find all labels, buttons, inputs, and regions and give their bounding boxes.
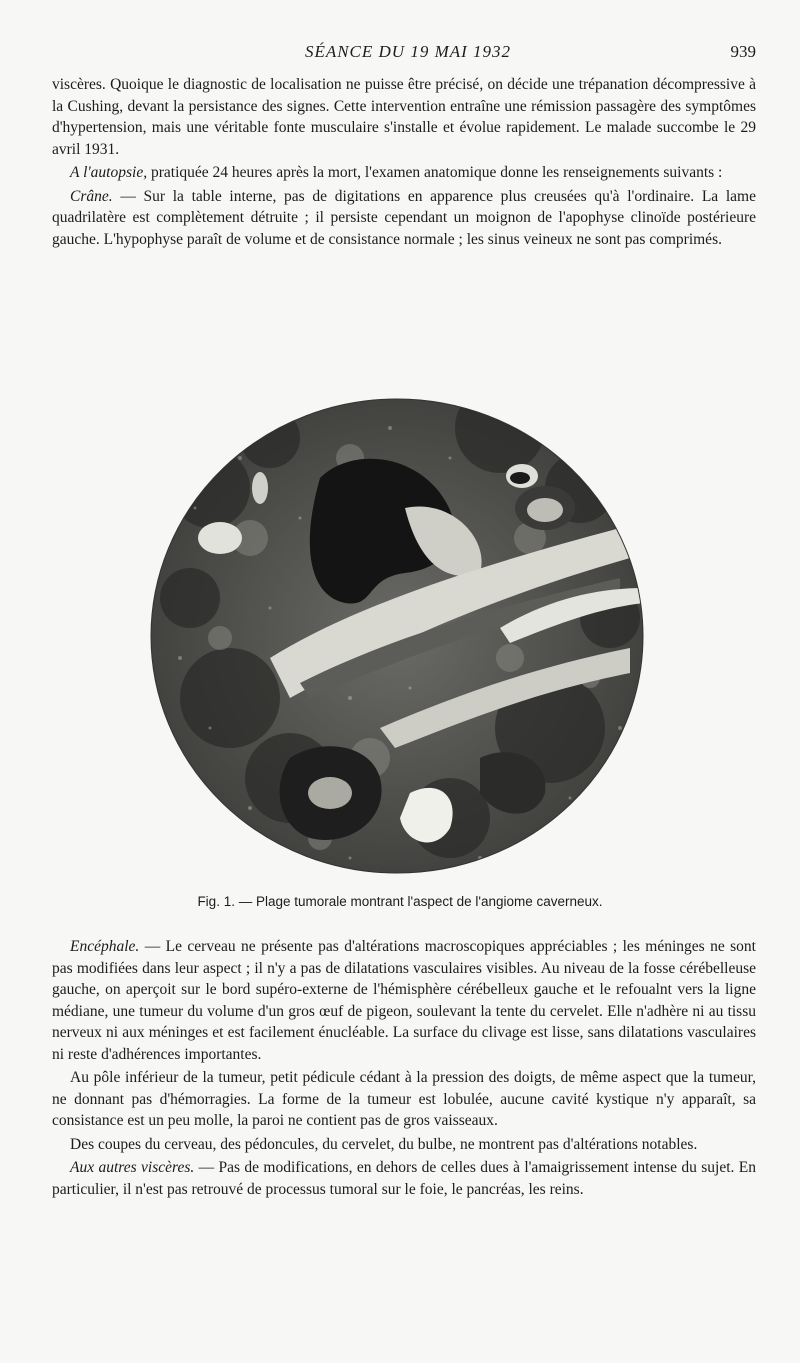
caption-label: Fig. 1.	[197, 894, 235, 909]
text-block-top	[52, 74, 756, 252]
caption-text: — Plage tumorale montrant l'aspect de l'angiome caverneux.	[234, 894, 603, 909]
text-block-bottom	[52, 936, 756, 1202]
paragraph-encephalon	[52, 936, 756, 1065]
paragraph-autopsy	[52, 162, 756, 184]
paragraph-lower-pole: Au pôle inférieur de la tumeur, petit pédicule cédant à la pression des doigts, de même aspect que la tumeur, ne donnant pas d'hémorragies. La forme de la tumeur est lobulée, aucune cavité kystique n'y apparaît, sa consistance est un peu molle, la paroi ne contient pas de gros vaisseaux.	[52, 1069, 756, 1129]
micrograph-figure	[150, 398, 644, 874]
paragraph-sections: Des coupes du cerveau, des pédoncules, du cervelet, du bulbe, ne montrent pas d'altérations notables.	[70, 1135, 698, 1153]
autopsy-lead: A l'autopsie,	[70, 164, 148, 181]
skull-lead: Crâne.	[70, 187, 113, 205]
running-head: SÉANCE DU 19 MAI 1932	[304, 42, 512, 61]
figure-caption	[0, 894, 800, 909]
viscera-body: — Pas de modifications, en dehors de celles dues à l'amaigrissement intense du sujet. En particulier, il n'est pas retrouvé de processus tumoral sur le foie, le pancréas, les reins.	[52, 1159, 756, 1198]
encephalon-body: — Le cerveau ne présente pas d'altérations macroscopiques appréciables ; les méninges ne sont pas modifiées dans leur aspect ; il n'y a pas de dilatations vasculaires visibles. Au niveau de la fosse cérébelleuse gauche, on aperçoit sur le bord supéro-externe de l'hémisphère cérébelleux gauche et le refoualnt vers la ligne médiane, une tumeur du volume d'un gros œuf de pigeon, soulevant la tente du cervelet. Elle n'adhère ni au tissu nerveux ni aux méninges et est facilement énucléable. La surface du clivage est lisse, sans dilatations vasculaires ni reste d'adhérences importantes.	[52, 938, 756, 1063]
viscera-lead: Aux autres viscères.	[70, 1159, 195, 1176]
page-number: 939	[730, 42, 756, 61]
paragraph-skull	[52, 186, 756, 251]
paragraph-clinical-course: viscères. Quoique le diagnostic de localisation ne puisse être précisé, on décide une trépanation décompressive à la Cushing, devant la persistance des signes. Cette intervention entraîne une rémission passagère des symptômes d'hypertension, mais une véritable fonte musculaire s'installe et évolue rapidement. Le malade succombe le 29 avril 1931.	[52, 76, 756, 158]
paragraph-other-viscera	[52, 1157, 756, 1200]
skull-body: — Sur la table interne, pas de digitations en apparence plus creusées qu'à l'ordinaire. La lame quadrilatère est complètement détruite ; il persiste cependant un moignon de l'apophyse clinoïde postérieure gauche. L'hypophyse paraît de volume et de consistance normale ; les sinus veineux ne sont pas comprimés.	[52, 187, 756, 248]
encephalon-lead: Encéphale.	[70, 938, 140, 955]
micrograph-image	[150, 398, 644, 874]
autopsy-body: pratiquée 24 heures après la mort, l'examen anatomique donne les renseignements suivants :	[147, 164, 723, 181]
page-header	[60, 38, 756, 64]
